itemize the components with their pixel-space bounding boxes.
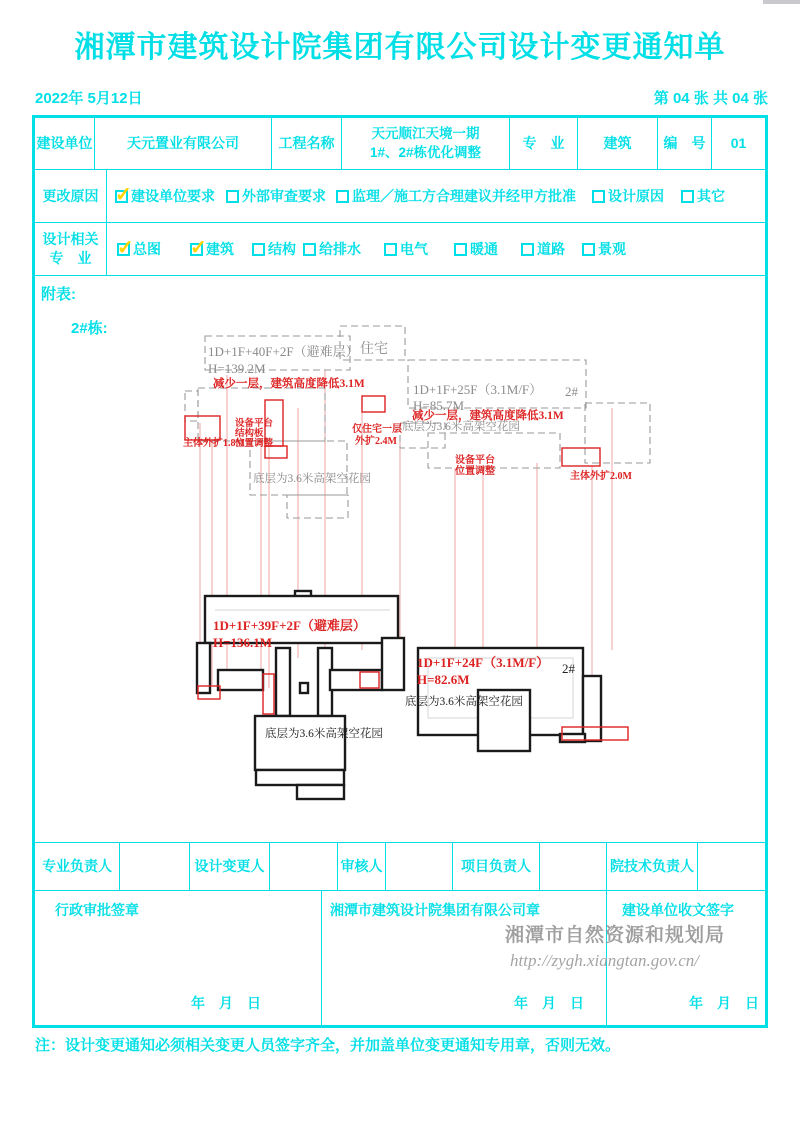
change-reason-row [35, 170, 765, 223]
signature-field-reviewer[interactable] [386, 843, 453, 890]
project-label: 工程名称 [272, 118, 342, 169]
residence-label: 住宅 [360, 342, 388, 357]
checkbox-icon[interactable] [336, 190, 349, 203]
page-title: 湘潭市建筑设计院集团有限公司设计变更通知单 [74, 31, 726, 64]
residence-expand-line1: 仅住宅一层 [352, 424, 402, 435]
stamp-date-owner: 年 月 日 [689, 995, 759, 1012]
watermark-url: http://zygh.xiangtan.gov.cn/ [510, 951, 700, 970]
checkbox-label: 监理／施工方合理建议并经甲方批准 [352, 188, 576, 204]
stamp-date-admin: 年 月 日 [191, 995, 261, 1012]
lower-right-garden: 底层为3.6米高架空花园 [405, 696, 523, 708]
project-line1: 天元顺江天境一期 [371, 126, 480, 142]
checkbox-label: 外部审查要求 [242, 188, 326, 204]
checkbox-design-reason[interactable] [592, 186, 664, 206]
platform2-line2: 位置调整 [455, 466, 495, 477]
signature-label-institute: 院技术负责人 [607, 843, 698, 890]
signature-field-major[interactable] [120, 843, 190, 890]
checkbox-label: 景观 [598, 241, 626, 257]
change-reason-options [107, 170, 765, 222]
checkbox-label: 暖通 [470, 241, 498, 257]
platform-note-line3: 位置调整 [235, 439, 274, 449]
signature-field-project[interactable] [540, 843, 607, 890]
signature-label-reviewer: 审核人 [338, 843, 386, 890]
residence-expand-line2: 外扩2.4M [355, 436, 397, 447]
stamp-date-institute: 年 月 日 [514, 995, 584, 1012]
upper-left-garden: 底层为3.6米高架空花园 [253, 473, 371, 485]
platform-note-line2: 结构板 [235, 429, 264, 439]
checkbox-label: 电气 [400, 241, 428, 257]
number-label: 编 号 [658, 118, 712, 169]
checkbox-icon[interactable] [582, 243, 595, 256]
checkbox-icon[interactable] [521, 243, 534, 256]
watermark-agency-stamp: 湘潭市自然资源和规划局 [505, 925, 726, 946]
checkbox-structure[interactable] [252, 239, 296, 259]
checkbox-label: 建设单位要求 [131, 188, 215, 204]
checkbox-label: 建筑 [206, 241, 234, 257]
platform2-line1: 设备平台 [455, 455, 495, 466]
upper-right-spec: 1D+1F+25F（3.1M/F） [413, 382, 543, 397]
upper-building-no: 2# [565, 384, 578, 399]
attachment-building-label: 2#栋: [71, 320, 108, 337]
related-majors-label-line1: 设计相关 [42, 231, 99, 248]
checkbox-supervisor-suggestion[interactable] [336, 186, 576, 206]
checkbox-label: 总图 [133, 241, 161, 257]
project-value [342, 118, 510, 169]
stamp-cell-admin [35, 891, 322, 1025]
upper-right-garden: 底层为3.6米高架空花园 [402, 421, 520, 433]
checkbox-label: 设计原因 [608, 188, 664, 204]
expand-right-note: 主体外扩2.0M [570, 471, 632, 482]
checkbox-plumbing[interactable] [303, 239, 361, 259]
signature-field-institute[interactable] [698, 843, 765, 890]
checkbox-external-review[interactable] [226, 186, 326, 206]
attachment-drawing [165, 313, 765, 838]
signature-label-major: 专业负责人 [35, 843, 120, 890]
footer-note: 注：设计变更通知必须相关变更人员签字齐全，并加盖单位变更通知专用章，否则无效。 [35, 1037, 621, 1054]
checkbox-icon[interactable] [115, 190, 128, 203]
checkbox-icon[interactable] [226, 190, 239, 203]
major-value: 建筑 [578, 118, 658, 169]
number-value: 01 [730, 135, 747, 152]
checkbox-siteplan[interactable] [117, 239, 161, 259]
related-majors-row [35, 223, 765, 276]
related-majors-label [35, 223, 107, 275]
upper-left-height: H=139.2M [208, 361, 266, 376]
upper-right-change-note: 减少一层，建筑高度降低3.1M [412, 410, 564, 422]
related-majors-label-line2: 专 业 [49, 250, 92, 266]
checkbox-icon[interactable] [384, 243, 397, 256]
scan-artifact-strip [763, 0, 800, 4]
upper-left-spec: 1D+1F+40F+2F（避难层） [208, 344, 359, 359]
lower-building-no: 2# [562, 661, 575, 676]
signature-row [35, 843, 765, 891]
checkbox-icon[interactable] [454, 243, 467, 256]
signature-label-change: 设计变更人 [190, 843, 270, 890]
checkbox-icon[interactable] [592, 190, 605, 203]
owner-value: 天元置业有限公司 [95, 118, 272, 169]
checkbox-other[interactable] [681, 186, 725, 206]
lower-left-garden: 底层为3.6米高架空花园 [265, 728, 383, 740]
checkbox-label: 道路 [537, 241, 565, 257]
sheet-counter: 第 04 张 共 04 张 [653, 90, 768, 107]
attachment-label: 附表: [41, 286, 76, 303]
related-majors-options [107, 223, 765, 275]
checkbox-hvac[interactable] [454, 239, 498, 259]
checkbox-road[interactable] [521, 239, 565, 259]
stamp-title-institute: 湘潭市建筑设计院集团有限公司章 [330, 902, 540, 918]
info-row [35, 118, 765, 170]
lower-right-height: H=82.6M [417, 672, 470, 687]
checkbox-electrical[interactable] [384, 239, 428, 259]
project-line2: 1#、2#栋优化调整 [369, 144, 482, 160]
checkbox-owner-request[interactable] [115, 186, 215, 206]
stamp-title-owner: 建设单位收文签字 [622, 902, 734, 918]
checkbox-icon[interactable] [681, 190, 694, 203]
signature-field-change[interactable] [270, 843, 338, 890]
lower-left-height: H=136.1M [213, 635, 273, 650]
major-label: 专 业 [510, 118, 578, 169]
lower-left-spec: 1D+1F+39F+2F（避难层） [213, 618, 366, 633]
checkbox-label: 其它 [697, 188, 725, 204]
expand-left-note: 主体外扩1.8M [183, 438, 245, 449]
upper-right-height: H=85.7M [413, 398, 465, 413]
owner-label: 建设单位 [35, 118, 95, 169]
signature-label-project: 项目负责人 [453, 843, 540, 890]
stamp-title-admin: 行政审批签章 [55, 902, 139, 918]
checkbox-icon[interactable] [117, 243, 130, 256]
upper-left-change-note: 减少一层，建筑高度降低3.1M [213, 378, 365, 390]
date: 2022年 5月12日 [35, 90, 143, 107]
checkbox-icon[interactable] [190, 243, 203, 256]
form-table [32, 115, 768, 1028]
checkbox-icon[interactable] [303, 243, 316, 256]
checkbox-label: 给排水 [319, 241, 361, 257]
attachment-area [35, 276, 765, 843]
platform-note-line1: 设备平台 [235, 419, 274, 429]
checkbox-label: 结构 [268, 241, 296, 257]
checkbox-architecture[interactable] [190, 239, 234, 259]
lower-right-spec: 1D+1F+24F（3.1M/F） [417, 655, 550, 670]
checkbox-landscape[interactable] [582, 239, 626, 259]
checkbox-icon[interactable] [252, 243, 265, 256]
change-reason-label: 更改原因 [35, 170, 107, 222]
